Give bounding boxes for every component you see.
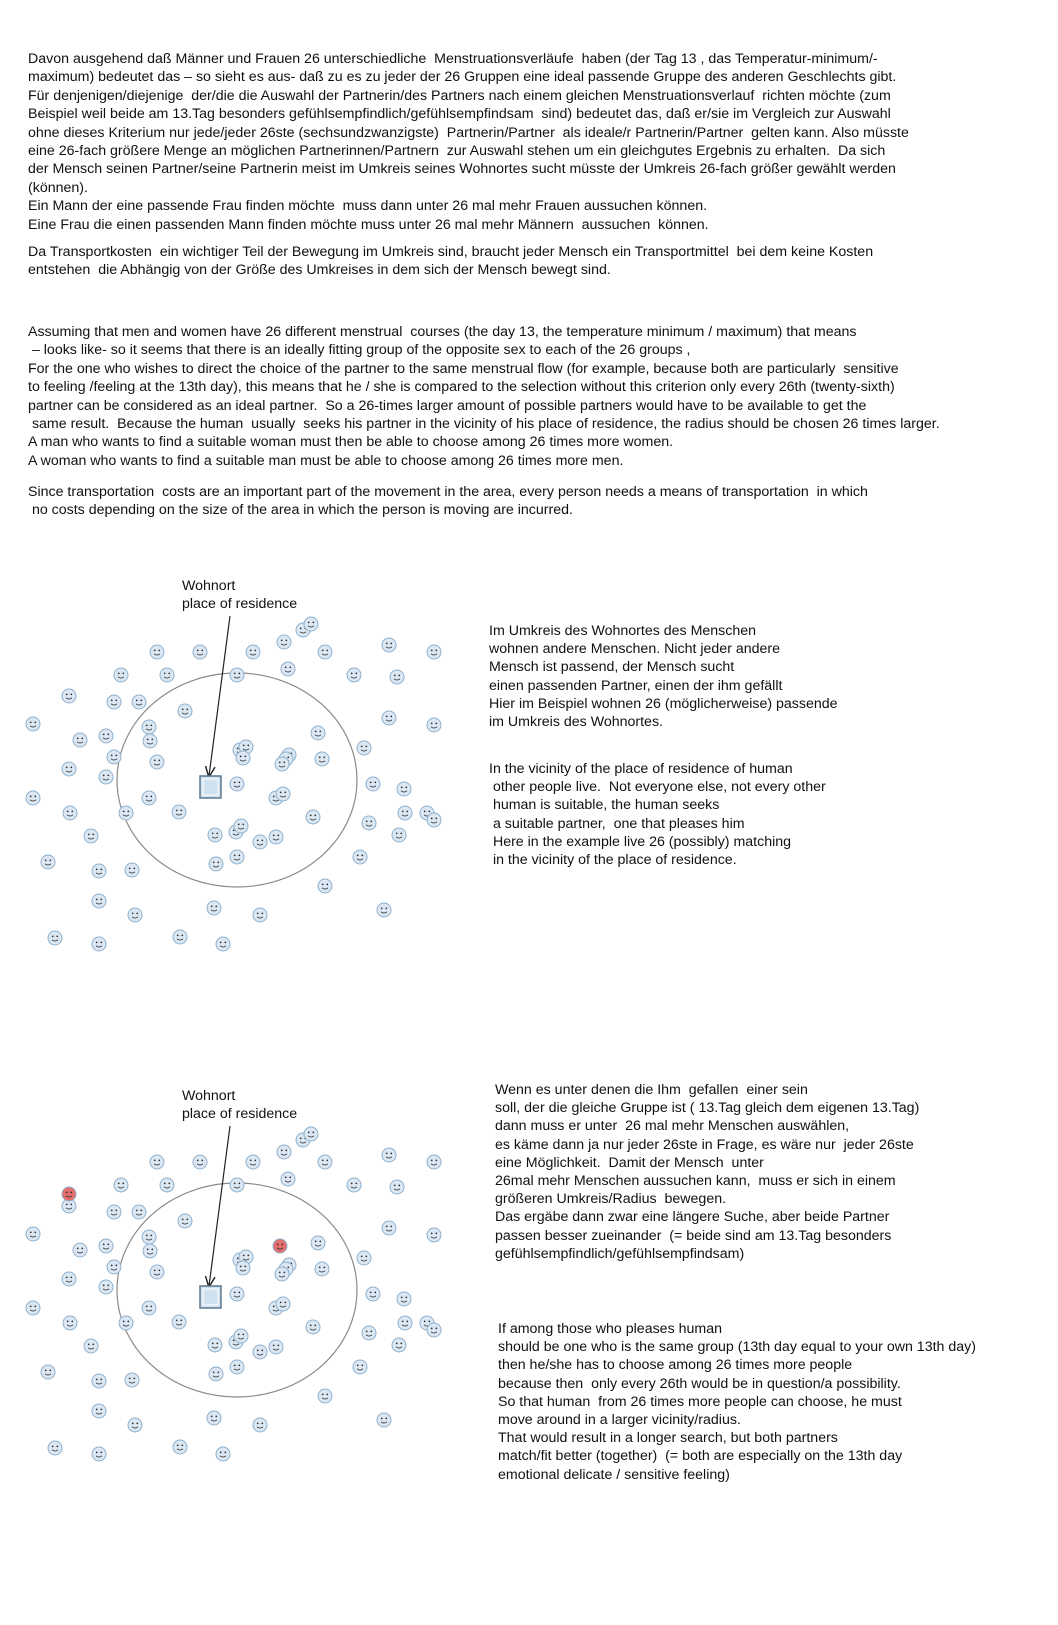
vicinity-diagram-1 [0, 560, 460, 980]
smiley-face-icon [119, 1316, 133, 1330]
smiley-face-icon [73, 1243, 87, 1257]
smiley-face-icon [92, 894, 106, 908]
smiley-face-icon [357, 741, 371, 755]
smiley-face-icon [392, 828, 406, 842]
smiley-face-icon [107, 1260, 121, 1274]
smiley-face-icon [84, 829, 98, 843]
smiley-face-icon [269, 1340, 283, 1354]
smiley-face-icon [216, 937, 230, 951]
smiley-face-icon [427, 813, 441, 827]
vicinity-diagram-2 [0, 1070, 460, 1490]
smiley-face-icon [253, 908, 267, 922]
smiley-face-icon [397, 1292, 411, 1306]
smiley-face-icon [142, 1230, 156, 1244]
smiley-face-icon [62, 1272, 76, 1286]
pointer-arrow [209, 1126, 230, 1286]
smiley-face-icon [143, 734, 157, 748]
diagram2-text-german: Wenn es unter denen die Ihm gefallen einer sein soll, der die gleiche Gruppe ist ( 13.Tag gleich dem eigenen 13.Tag) dann muss er unter 26 mal mehr Menschen auswählen, es käme dann ja nur jeder 26ste in Frage, es wäre nur jeder 26ste eine Möglichkeit. Damit der Mensch unter 26mal mehr Menschen aussuchen kann, muss er sich in einem größeren Umkreis/Radius bewegen. Das ergäbe dann zwar eine längere Suche, aber beide Partner passen besser zueinander (= beide sind am 13.Tag besonders gefühlsempfindlich/gefühlsempfindsam) [495, 1082, 920, 1262]
smiley-face-icon [26, 1227, 40, 1241]
smiley-face-icon [63, 806, 77, 820]
smiley-face-icon [208, 1338, 222, 1352]
smiley-face-icon [427, 1323, 441, 1337]
smiley-face-icon [178, 1214, 192, 1228]
smiley-face-icon [234, 819, 248, 833]
smiley-face-icon [366, 777, 380, 791]
smiley-face-icon [193, 1155, 207, 1169]
diagram1-text-german: Im Umkreis des Wohnortes des Menschen wohnen andere Menschen. Nicht jeder andere Mensch ist passend, der Mensch sucht einen passenden Partner, einen der ihm gefällt Hier im Beispiel wohnen 26 (möglicherweise) passende im Umkreis des Wohnortes. [489, 623, 838, 731]
smiley-face-icon [92, 864, 106, 878]
house-square-icon [200, 776, 221, 798]
smiley-face-icon [377, 1413, 391, 1427]
smiley-face-icon [318, 645, 332, 659]
smiley-face-icon [230, 668, 244, 682]
smiley-face-icon [99, 770, 113, 784]
smiley-face-icon [277, 1145, 291, 1159]
smiley-face-icon [207, 1411, 221, 1425]
smiley-face-icon [253, 1418, 267, 1432]
smiley-face-icon [311, 1236, 325, 1250]
smiley-face-icon [142, 720, 156, 734]
smiley-face-icon [178, 704, 192, 718]
smiley-face-icon [142, 1301, 156, 1315]
smiley-face-icon [62, 762, 76, 776]
smiley-face-icon [99, 1280, 113, 1294]
smiley-face-icon [114, 668, 128, 682]
smiley-face-icon [390, 1180, 404, 1194]
smiley-face-icon [132, 695, 146, 709]
smiley-face-icon [172, 1315, 186, 1329]
smiley-face-icon [172, 805, 186, 819]
smiley-face-icon [347, 1178, 361, 1192]
smiley-face-icon [269, 830, 283, 844]
smiley-face-icon [382, 1148, 396, 1162]
smiley-face-icon [281, 1172, 295, 1186]
smiley-face-icon [315, 1262, 329, 1276]
smiley-face-icon [306, 810, 320, 824]
smiley-face-icon [41, 1365, 55, 1379]
smiley-face-icon [398, 806, 412, 820]
smiley-face-icon [427, 1228, 441, 1242]
house-square-icon [200, 1286, 221, 1308]
smiley-face-icon [427, 1155, 441, 1169]
smiley-face-icon [246, 1155, 260, 1169]
smiley-face-icon [26, 717, 40, 731]
smiley-face-icon [73, 733, 87, 747]
smiley-face-icon [427, 645, 441, 659]
smiley-face-icon [236, 1261, 250, 1275]
smiley-face-icon [234, 1329, 248, 1343]
smiley-face-icon [173, 1440, 187, 1454]
german-paragraph-1: Davon ausgehend daß Männer und Frauen 26 unterschiedliche Menstruationsverläufe haben (der Tag 13 , das Temperatur-minimum/- maximum) bedeutet das – so sieht es aus- daß zu es zu jeder der 26 Gruppen eine ideal passende Gruppe des anderen Geschlechts gibt. Für denjenigen/diejenige der/die die Auswahl der Partnerin/des Partners nach einem gleichen Menstruationsverlauf richten möchte (zum Beispiel weil beide am 13.Tag besonders gefühlsempfindlich/gefühlsempfindsam sind) bedeutet das, daß er/sie im Vergleich zur Auswahl ohne dieses Kriterium nur jede/jeder 26ste (sechsundzwanzigste) Partnerin/Partner als ideale/r Partnerin/Partner gelten kann. Also müsste eine 26-fach größere Menge an möglichen Partnerinnen/Partnern zur Auswahl stehen um ein gleichgutes Ergebnis zu erhalten. Da sich der Mensch seinen Partner/seine Partnerin meist im Umkreis seines Wohnortes sucht müsste der Umkreis 26-fach größer gewählt werden (können). Ein Mann der eine passende Frau finden möchte muss dann unter 26 mal mehr Frauen aussuchen können. Eine Frau die einen passenden Mann finden möchte muss unter 26 mal mehr Männern aussuchen können. [28, 51, 909, 233]
smiley-face-icon [273, 1239, 287, 1253]
smiley-face-icon [230, 1360, 244, 1374]
smiley-face-icon [128, 908, 142, 922]
residence-label-1: Wohnort place of residence [182, 578, 298, 613]
smiley-face-icon [347, 668, 361, 682]
smiley-face-icon [382, 638, 396, 652]
smiley-face-icon [362, 816, 376, 830]
smiley-face-icon [366, 1287, 380, 1301]
german-paragraph-2: Da Transportkosten ein wichtiger Teil der Bewegung im Umkreis sind, braucht jeder Mensch ein Transportmittel bei dem keine Kosten entstehen die Abhängig von der Größe des Umkreises in dem sich der Mensch bewegt sind. [28, 244, 874, 279]
smiley-face-icon [107, 695, 121, 709]
smiley-face-icon [209, 857, 223, 871]
smiley-face-icon [377, 903, 391, 917]
smiley-face-icon [92, 937, 106, 951]
diagram2-text-english: If among those who pleases human should be one who is the same group (13th day equal to your own 13th day) then he/she has to choose among 26 times more people because then only every 26th would be in question/a possibility. So that human from 26 times more people can choose, he must move around in a larger vicinity/radius. That would result in a longer search, but both partners match/fit better (together) (= both are especially on the 13th day emotional delicate / sensitive feeling) [498, 1321, 976, 1483]
smiley-face-icon [209, 1367, 223, 1381]
smiley-face-icon [362, 1326, 376, 1340]
smiley-face-icon [382, 711, 396, 725]
smiley-face-icon [230, 850, 244, 864]
smiley-face-icon [216, 1447, 230, 1461]
smiley-face-icon [92, 1374, 106, 1388]
smiley-face-icon [99, 729, 113, 743]
smiley-face-icon [107, 750, 121, 764]
residence-label-2: Wohnort place of residence [182, 1088, 298, 1123]
smiley-face-icon [236, 751, 250, 765]
smiley-face-icon [397, 782, 411, 796]
smiley-face-icon [306, 1320, 320, 1334]
smiley-face-icon [207, 901, 221, 915]
smiley-face-icon [318, 879, 332, 893]
smiley-face-icon [253, 835, 267, 849]
smiley-face-icon [150, 645, 164, 659]
smiley-face-icon [160, 668, 174, 682]
smiley-face-icon [276, 787, 290, 801]
smiley-face-icon [392, 1338, 406, 1352]
smiley-face-icon [160, 1178, 174, 1192]
smiley-face-icon [142, 791, 156, 805]
smiley-face-icon [63, 1316, 77, 1330]
smiley-face-icon [92, 1404, 106, 1418]
smiley-face-icon [48, 1441, 62, 1455]
smiley-face-icon [353, 850, 367, 864]
smiley-face-icon [277, 635, 291, 649]
smiley-face-icon [246, 645, 260, 659]
smiley-face-icon [173, 930, 187, 944]
smiley-face-icon [253, 1345, 267, 1359]
smiley-face-icon [311, 726, 325, 740]
smiley-face-icon [357, 1251, 371, 1265]
pointer-arrow [209, 616, 230, 776]
smiley-face-icon [143, 1244, 157, 1258]
smiley-face-icon [48, 931, 62, 945]
smiley-face-icon [119, 806, 133, 820]
smiley-face-icon [150, 1155, 164, 1169]
smiley-face-icon [281, 662, 295, 676]
smiley-face-icon [230, 1178, 244, 1192]
english-paragraph-2: Since transportation costs are an important part of the movement in the area, every person needs a means of transportation in which no costs depending on the size of the area in which the person is moving are incurred. [28, 484, 868, 519]
smiley-face-icon [99, 1239, 113, 1253]
smiley-face-icon [275, 1267, 289, 1281]
smiley-face-icon [62, 689, 76, 703]
smiley-face-icon [125, 863, 139, 877]
smiley-face-icon [114, 1178, 128, 1192]
smiley-face-icon [107, 1205, 121, 1219]
smiley-face-icon [150, 1265, 164, 1279]
english-paragraph-1: Assuming that men and women have 26 different menstrual courses (the day 13, the temperature minimum / maximum) that means – looks like- so it seems that there is an ideally fitting group of the opposite sex to each of the 26 groups , For the one who wishes to direct the choice of the partner to the same menstrual flow (for example, because both are particularly sensitive to feeling /feeling at the 13th day), this means that he / she is compared to the selection without this criterion only every 26th (twenty-sixth) partner can be considered as an ideal partner. So a 26-times larger amount of possible partners would have to be available to get the same result. Because the human usually seeks his partner in the vicinity of his place of residence, the radius should be chosen 26 times larger. A man who wants to find a suitable woman must then be able to choose among 26 times more women. A woman who wants to find a suitable man must be able to choose among 26 times more men. [28, 324, 940, 469]
smiley-face-icon [150, 755, 164, 769]
smiley-face-icon [128, 1418, 142, 1432]
smiley-face-icon [318, 1389, 332, 1403]
smiley-face-icon [315, 752, 329, 766]
smiley-face-icon [382, 1221, 396, 1235]
smiley-face-icon [125, 1373, 139, 1387]
smiley-face-icon [304, 617, 318, 631]
smiley-face-icon [26, 1301, 40, 1315]
smiley-face-icon [275, 757, 289, 771]
diagram1-text-english: In the vicinity of the place of residence of human other people live. Not everyone else, not every other human is suitable, the human seeks a suitable partner, one that pleases him Here in the example live 26 (possibly) matching in the vicinity of the place of residence. [489, 761, 826, 869]
smiley-face-icon [230, 1287, 244, 1301]
smiley-face-icon [390, 670, 404, 684]
smiley-face-icon [132, 1205, 146, 1219]
smiley-face-icon [41, 855, 55, 869]
smiley-face-icon [193, 645, 207, 659]
smiley-face-icon [353, 1360, 367, 1374]
smiley-face-icon [304, 1127, 318, 1141]
smiley-face-icon [230, 777, 244, 791]
smiley-face-icon [26, 791, 40, 805]
smiley-face-icon [84, 1339, 98, 1353]
smiley-face-icon [427, 718, 441, 732]
smiley-face-icon [276, 1297, 290, 1311]
smiley-face-icon [318, 1155, 332, 1169]
smiley-face-icon [62, 1187, 76, 1201]
smiley-face-icon [208, 828, 222, 842]
smiley-face-icon [92, 1447, 106, 1461]
smiley-face-icon [398, 1316, 412, 1330]
